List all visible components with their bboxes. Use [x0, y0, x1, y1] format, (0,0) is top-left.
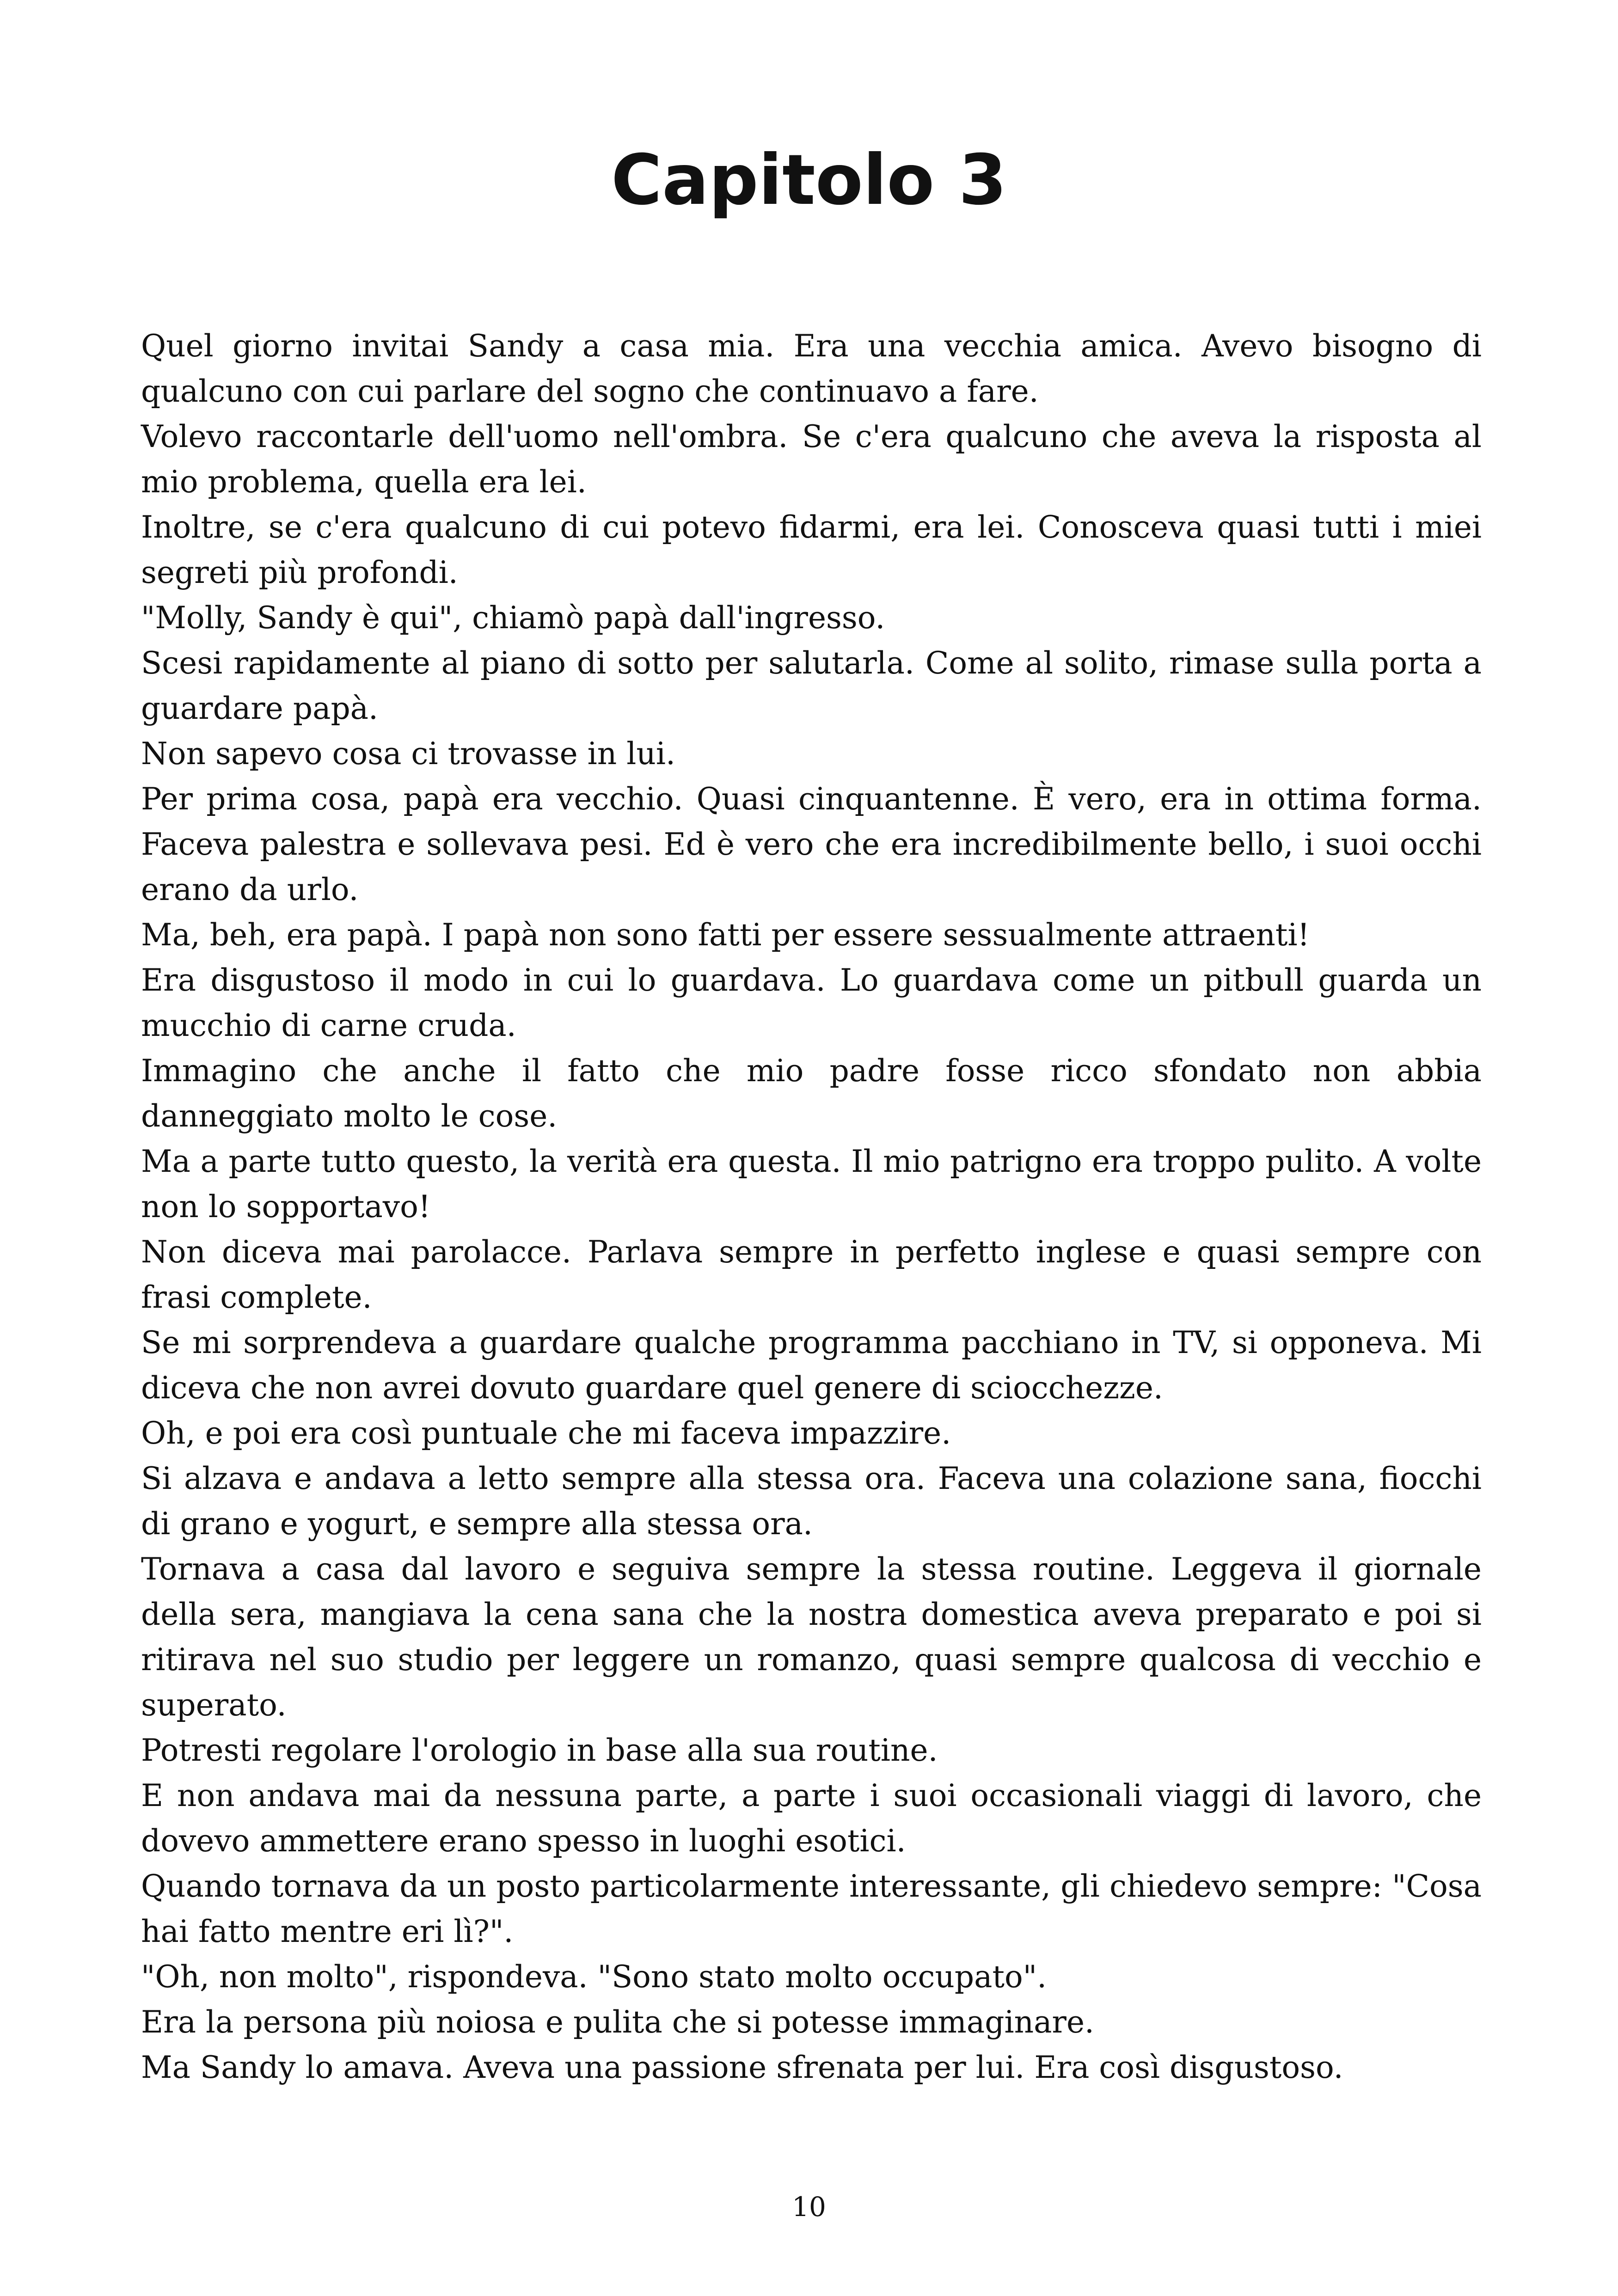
paragraph: E non andava mai da nessuna parte, a parte i suoi occasionali viaggi di lavoro, che dovevo ammettere erano spesso in luoghi esotici. — [141, 1778, 1482, 1859]
paragraph: Quando tornava da un posto particolarmente interessante, gli chiedevo sempre: "Cosa hai fatto mentre eri lì?". — [141, 1868, 1482, 1949]
chapter-body — [141, 324, 1482, 2090]
paragraph: Per prima cosa, papà era vecchio. Quasi cinquantenne. È vero, era in ottima forma. Faceva palestra e sollevava pesi. Ed è vero che era incredibilmente bello, i suoi occhi erano da urlo. — [141, 781, 1482, 907]
paragraph: Tornava a casa dal lavoro e seguiva sempre la stessa routine. Leggeva il giornale della sera, mangiava la cena sana che la nostra domestica aveva preparato e poi si ritirava nel suo studio per leggere un romanzo, quasi sempre qualcosa di vecchio e superato. — [141, 1551, 1482, 1723]
paragraph: Scesi rapidamente al piano di sotto per salutarla. Come al solito, rimase sulla porta a guardare papà. — [141, 645, 1482, 726]
paragraph: Se mi sorprendeva a guardare qualche programma pacchiano in TV, si opponeva. Mi diceva che non avrei dovuto guardare quel genere di sciocchezze. — [141, 1325, 1482, 1406]
paragraph: "Oh, non molto", rispondeva. "Sono stato molto occupato". — [141, 1959, 1047, 1995]
paragraph: "Molly, Sandy è qui", chiamò papà dall'ingresso. — [141, 600, 885, 636]
chapter-title: Capitolo 3 — [611, 140, 1007, 220]
paragraph: Volevo raccontarle dell'uomo nell'ombra. Se c'era qualcuno che aveva la risposta al mio problema, quella era lei. — [141, 419, 1482, 500]
paragraph: Ma Sandy lo amava. Aveva una passione sfrenata per lui. Era così disgustoso. — [141, 2050, 1343, 2085]
paragraph: Oh, e poi era così puntuale che mi faceva impazzire. — [141, 1415, 951, 1451]
paragraph: Ma, beh, era papà. I papà non sono fatti per essere sessualmente attraenti! — [141, 917, 1310, 953]
paragraph: Era la persona più noiosa e pulita che si potesse immaginare. — [141, 2004, 1095, 2040]
paragraph: Si alzava e andava a letto sempre alla stessa ora. Faceva una colazione sana, fiocchi di grano e yogurt, e sempre alla stessa ora. — [141, 1461, 1482, 1542]
paragraph: Immagino che anche il fatto che mio padre fosse ricco sfondato non abbia danneggiato molto le cose. — [141, 1053, 1482, 1134]
paragraph: Inoltre, se c'era qualcuno di cui potevo fidarmi, era lei. Conosceva quasi tutti i miei segreti più profondi. — [141, 509, 1482, 590]
paragraph: Non sapevo cosa ci trovasse in lui. — [141, 736, 675, 771]
paragraph: Non diceva mai parolacce. Parlava sempre in perfetto inglese e quasi sempre con frasi complete. — [141, 1234, 1482, 1315]
paragraph: Era disgustoso il modo in cui lo guardava. Lo guardava come un pitbull guarda un mucchio di carne cruda. — [141, 962, 1482, 1043]
paragraph: Potresti regolare l'orologio in base alla sua routine. — [141, 1733, 938, 1768]
paragraph: Quel giorno invitai Sandy a casa mia. Era una vecchia amica. Avevo bisogno di qualcuno con cui parlare del sogno che continuavo a fare. — [141, 328, 1482, 409]
page-number: 10 — [792, 2191, 826, 2223]
paragraph: Ma a parte tutto questo, la verità era questa. Il mio patrigno era troppo pulito. A volte non lo sopportavo! — [141, 1144, 1482, 1225]
